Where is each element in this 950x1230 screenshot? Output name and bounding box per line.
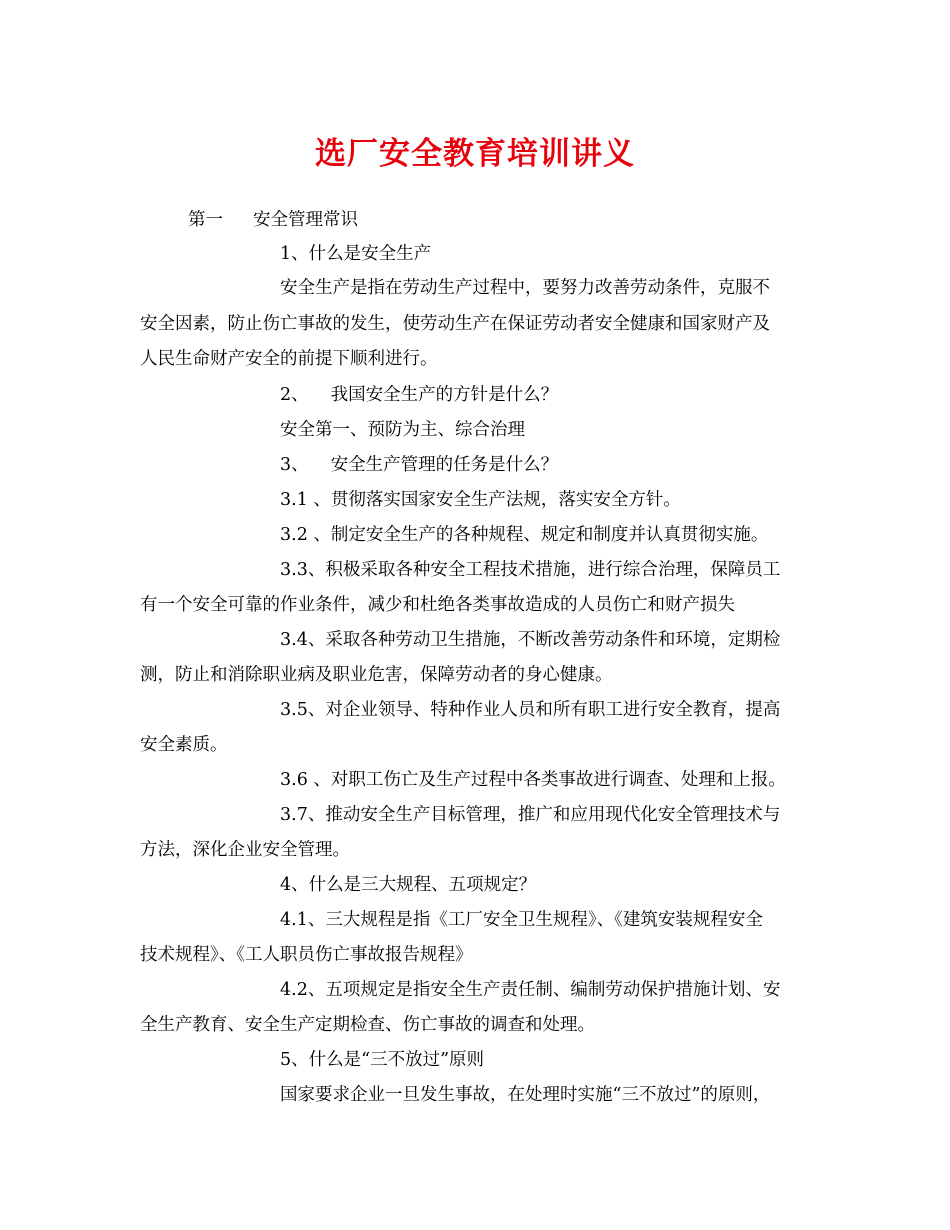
q1-answer-line-2: 安全因素，防止伤亡事故的发生，使劳动生产在保证劳动者安全健康和国家财产及	[140, 314, 770, 334]
q3-number: 3、	[280, 455, 309, 475]
q2-answer: 安全第一、预防为主、综合治理	[280, 420, 525, 440]
question-2-heading	[280, 383, 558, 407]
item-3-5-line-1: 3.5、对企业领导、特种作业人员和所有职工进行安全教育，提高	[280, 700, 781, 720]
item-3-4-line-2: 测，防止和消除职业病及职业危害，保障劳动者的身心健康。	[140, 665, 613, 685]
question-4-heading: 4、什么是三大规程、五项规定？	[280, 875, 537, 895]
section-name: 安全管理常识	[253, 210, 358, 230]
item-3-6: 3.6 、对职工伤亡及生产过程中各类事故进行调查、处理和上报。	[280, 770, 786, 790]
document-title: 选厂安全教育培训讲义	[315, 136, 635, 172]
question-3-heading	[280, 453, 558, 477]
question-1-heading: 1、什么是安全生产	[280, 244, 432, 264]
item-3-3-line-1: 3.3、积极采取各种安全工程技术措施，进行综合治理，保障员工	[280, 560, 781, 580]
q5-answer-line-1: 国家要求企业一旦发生事故，在处理时实施“三不放过”的原则，	[280, 1085, 771, 1105]
item-3-1: 3.1 、贯彻落实国家安全生产法规，落实安全方针。	[280, 490, 681, 510]
item-4-1-line-1: 4.1、三大规程是指《工厂安全卫生规程》、《建筑安装规程安全	[280, 910, 763, 930]
q2-number: 2、	[280, 385, 309, 405]
item-3-5-line-2: 安全素质。	[140, 735, 228, 755]
item-4-2-line-1: 4.2、五项规定是指安全生产责任制、编制劳动保护措施计划、安	[280, 980, 781, 1000]
section-heading	[188, 208, 358, 232]
q1-answer-line-1: 安全生产是指在劳动生产过程中，要努力改善劳动条件，克服不	[280, 278, 770, 298]
q3-text: 安全生产管理的任务是什么？	[330, 455, 559, 475]
question-5-heading: 5、什么是“三不放过”原则	[280, 1050, 485, 1070]
item-3-3-line-2: 有一个安全可靠的作业条件，减少和杜绝各类事故造成的人员伤亡和财产损失	[140, 595, 735, 615]
section-number: 第一	[188, 210, 223, 230]
item-4-2-line-2: 全生产教育、安全生产定期检查、伤亡事故的调查和处理。	[140, 1015, 595, 1035]
item-3-4-line-1: 3.4、采取各种劳动卫生措施，不断改善劳动条件和环境，定期检	[280, 630, 781, 650]
item-3-7-line-1: 3.7、推动安全生产目标管理，推广和应用现代化安全管理技术与	[280, 805, 781, 825]
item-3-7-line-2: 方法，深化企业安全管理。	[140, 840, 350, 860]
item-3-2: 3.2 、制定安全生产的各种规程、规定和制度并认真贯彻实施。	[280, 525, 769, 545]
q1-answer-line-3: 人民生命财产安全的前提下顺利进行。	[140, 349, 438, 369]
item-4-1-line-2: 技术规程》、《工人职员伤亡事故报告规程》	[140, 945, 473, 965]
q2-text: 我国安全生产的方针是什么？	[330, 385, 559, 405]
